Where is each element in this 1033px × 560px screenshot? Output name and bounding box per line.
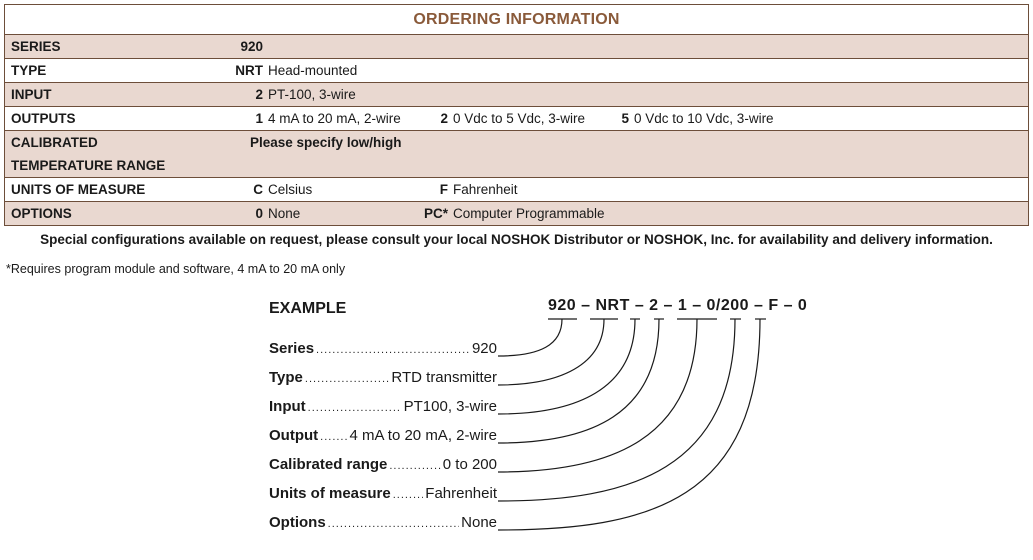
units-code-1: C: [253, 182, 263, 197]
series-label: SERIES: [11, 39, 61, 54]
options-desc-2: Computer Programmable: [453, 206, 605, 221]
calibrated-label-line2: TEMPERATURE RANGE: [11, 158, 166, 173]
output-desc-3: 0 Vdc to 10 Vdc, 3-wire: [634, 111, 774, 126]
units-code-2: F: [439, 182, 448, 197]
units-desc-1: Celsius: [268, 182, 313, 197]
example-value: 0 to 200: [442, 456, 497, 473]
example-key: Output: [269, 427, 319, 444]
connector-units: [498, 319, 735, 501]
example-key: Series: [269, 340, 315, 357]
calibrated-desc: Please specify low/high: [250, 135, 402, 150]
connector-output: [498, 319, 659, 443]
output-code-2: 2: [440, 111, 448, 126]
options-desc-1: None: [268, 206, 301, 221]
footnote: *Requires program module and software, 4 mA to 20 mA only: [6, 262, 346, 276]
type-code: NRT: [235, 63, 263, 78]
output-desc-1: 4 mA to 20 mA, 2-wire: [268, 111, 401, 126]
example-value: None: [461, 514, 497, 531]
connector-series: [498, 319, 562, 356]
example-key: Options: [269, 514, 326, 531]
units-label: UNITS OF MEASURE: [11, 182, 146, 197]
connector-type: [498, 319, 604, 385]
calibrated-label-line1: CALIBRATED: [11, 135, 98, 150]
table-title: ORDERING INFORMATION: [5, 5, 1028, 35]
output-code-3: 5: [621, 111, 629, 126]
connector-input: [498, 319, 635, 414]
example-value: 4 mA to 20 mA, 2-wire: [349, 427, 497, 444]
example-value: Fahrenheit: [425, 485, 497, 502]
special-configurations-note: Special configurations available on request, please consult your local NOSHOK Distributor or NOSHOK, Inc. for availability and delivery information.: [40, 232, 993, 247]
example-value: PT100, 3-wire: [403, 398, 497, 415]
options-code-1: 0: [255, 206, 263, 221]
type-label: TYPE: [11, 63, 47, 78]
output-code-1: 1: [255, 111, 263, 126]
options-label: OPTIONS: [11, 206, 72, 221]
example-title: EXAMPLE: [269, 300, 347, 317]
series-code: 920: [240, 39, 263, 54]
example-key: Type: [269, 369, 303, 386]
input-code: 2: [255, 87, 263, 102]
input-desc: PT-100, 3-wire: [268, 87, 356, 102]
connector-range: [498, 319, 697, 472]
units-desc-2: Fahrenheit: [453, 182, 518, 197]
example-code: 920 – NRT – 2 – 1 – 0/200 – F – 0: [548, 297, 808, 314]
output-desc-2: 0 Vdc to 5 Vdc, 3-wire: [453, 111, 586, 126]
options-code-2: PC*: [423, 206, 448, 221]
input-label: INPUT: [11, 87, 52, 102]
outputs-label: OUTPUTS: [11, 111, 76, 126]
example-key: Calibrated range: [269, 456, 388, 473]
example-value: 920: [471, 340, 497, 357]
example-key: Units of measure: [269, 485, 391, 502]
type-desc: Head-mounted: [268, 63, 358, 78]
example-value: RTD transmitter: [391, 369, 497, 386]
example-key: Input: [269, 398, 306, 415]
